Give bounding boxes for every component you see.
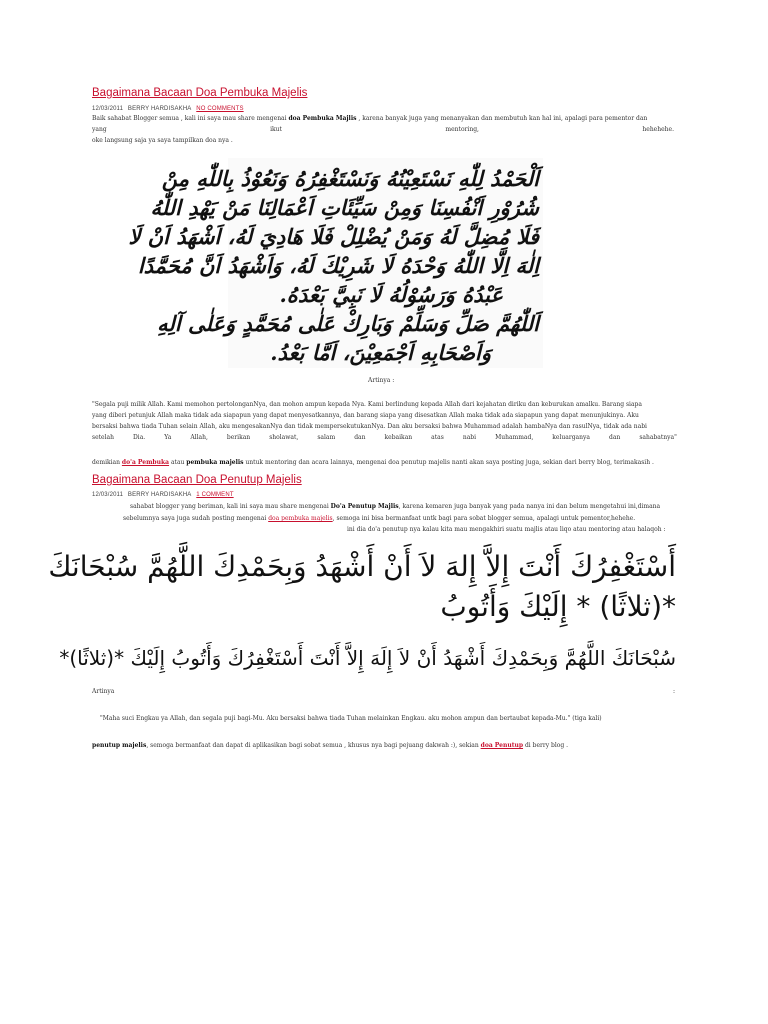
intro2-line-2 <box>123 513 635 524</box>
closing-line <box>92 457 677 468</box>
intro-text: , karena kemaren juga banyak yang pada nanya ini dan belum mengetahui ini,dimana <box>398 503 661 510</box>
post-meta <box>92 492 237 498</box>
closing-text: atau <box>169 459 187 466</box>
meaning-line: "Segala puji milik Allah. Kami memohon pertolonganNya, dan mohon ampun kepada Nya. Kami berlindung kepada Allah dari kejahatan diriku dan keburukan amalku. Barang siapa <box>92 401 642 408</box>
meaning-word: nabi <box>462 434 477 441</box>
doa-pembuka-image <box>128 158 543 368</box>
post-date: 12/03/2011 <box>92 492 124 498</box>
closing-text: untuk mentoring dan acara lainnya, mengenai doa penutup majelis nanti akan saya posting juga, sekian dari berry blog, terimakasih . <box>243 459 654 466</box>
arabic-penutup-line-1: أَسْتَغْفِرُكَ أَنْتَ إِلاَّ إِلهَ لاَ أَنْ أَشْهَدُ وَبِحَمْدِكَ اللَّهُمَّ سُبْحَانَكَ <box>48 550 676 583</box>
arabic-line: شُرُوْرِ اَنْفُسِنَا وَمِنْ سَيِّئَاتِ اَعْمَالِنَا مَنْ يَهْدِ اللّٰهُ <box>150 195 539 220</box>
meaning-word: dan <box>608 434 621 441</box>
intro-text: Baik sahabat Blogger semua , kali ini saya mau share mengenai <box>92 115 289 122</box>
meaning-line: yang diberi petunjuk Allah maka tidak ada siapapun yang dapat menyesatkannya, dan barang siapa yang disesatkan Allah maka tidak ada siapapun yang dapat menunjukinya. Aku <box>92 412 639 419</box>
doa-pembuka-link[interactable]: do'a Pembuka <box>121 459 170 466</box>
meaning-word: kebaikan <box>384 434 413 441</box>
intro-word: mentoring, <box>445 126 479 133</box>
meaning-word: Dia. <box>132 434 146 441</box>
comments-link[interactable]: NO COMMENTS <box>196 106 244 112</box>
meaning-line-last <box>92 432 677 443</box>
meaning-word: berikan <box>226 434 251 441</box>
intro-word: yang <box>92 126 107 133</box>
meaning-word: sahabatnya" <box>639 434 677 441</box>
meaning-word: sholawat, <box>269 434 299 441</box>
comments-link[interactable]: 1 COMMENT <box>196 492 234 498</box>
post-date: 12/03/2011 <box>92 106 124 112</box>
post-author: BERRY HARDISAKHA <box>127 492 192 498</box>
meaning-word: Ya <box>164 434 172 441</box>
intro-line-2 <box>92 124 674 135</box>
artinya-colon: : <box>673 688 676 695</box>
intro-text: sahabat blogger yang beriman, kali ini saya mau share mengenai <box>130 503 331 510</box>
meaning2-line: "Maha suci Engkau ya Allah, dan segala puji bagi-Mu. Aku bersaksi bahwa tiada Tuhan melainkan Engkau. aku mohon ampun dan bertaubat kepada-Mu." (tiga kali) <box>100 715 602 722</box>
artinya-label: Artinya <box>92 688 115 695</box>
intro-bold: doa Pembuka Majlis <box>288 115 357 122</box>
intro-word: ikut <box>270 126 282 133</box>
post-author: BERRY HARDISAKHA <box>127 106 192 112</box>
doa-pembuka-majelis-link[interactable]: doa pembuka majelis <box>268 515 333 522</box>
intro-line-3: oke langsung saja ya saya tampilkan doa nya . <box>92 137 233 144</box>
meaning-word: setelah <box>92 434 114 441</box>
intro-text: , semoga ini bisa bermanfaat untk bagi para sobat blogger semua, apalagi untuk pementor,hehehe. <box>332 515 636 522</box>
intro-line-1 <box>92 113 677 124</box>
arabic-line: عَبْدُهُ وَرَسُوْلُهُ لَا نَبِيَّ بَعْدَهُ. <box>279 282 503 307</box>
post-title-pembuka[interactable]: Bagaimana Bacaan Doa Pembuka Majelis <box>92 87 308 99</box>
intro-text: , karena banyak juga yang menanyakan dan membutuh kan hal ini, apalagi para pementor dan <box>356 115 648 122</box>
intro2-line-1 <box>130 501 660 512</box>
closing2-line <box>92 740 677 751</box>
doa-penutup-link[interactable]: doa Penutup <box>480 742 524 749</box>
closing-bold: penutup majelis <box>92 742 147 749</box>
intro-word: hehehehe. <box>642 126 674 133</box>
meaning-word: Muhammad, <box>495 434 534 441</box>
arabic-line: اِلٰهَ اِلَّا اللّٰهُ وَحْدَهُ لَا شَرِيْكَ لَهُ، وَاَشْهَدُ اَنَّ مُحَمَّدًا <box>137 253 539 278</box>
intro-bold: Do'a Penutup Majlis <box>330 503 399 510</box>
post-title-penutup[interactable]: Bagaimana Bacaan Doa Penutup Majelis <box>92 474 302 486</box>
artinya-label: Artinya : <box>368 377 395 384</box>
arabic-penutup-line-3: سُبْحَانَكَ اللَّهُمَّ وَبِحَمْدِكَ أَشْهَدُ أَنْ لاَ إِلَهَ إِلاَّ أَنْتَ أَسْتَغْفِرُكَ وَأَتُوبُ إِلَيْكَ *(ثلاثًا)* <box>59 646 676 670</box>
arabic-line: فَلَا مُضِلَّ لَهُ وَمَنْ يُضْلِلْ فَلَا هَادِيَ لَهُ، اَشْهَدُ اَنْ لَا <box>128 224 539 249</box>
arabic-line: وَاَصْحَابِهِ اَجْمَعِيْنَ، اَمَّا بَعْدُ. <box>270 340 491 365</box>
intro-text: sebelumnya saya juga sudah posting mengenai <box>123 515 269 522</box>
closing-text: demikian <box>92 459 122 466</box>
meaning-word: atas <box>431 434 444 441</box>
closing-text: , semoga bermanfaat dan dapat di aplikasikan bagi sobat semua , khusus nya bagi pejuang dakwah :), sekian <box>146 742 481 749</box>
arabic-line: اَلْحَمْدُ لِلّٰهِ نَسْتَعِيْنُهُ وَنَسْتَغْفِرُهُ وَنَعُوْذُ بِاللّٰهِ مِنْ <box>161 166 539 191</box>
arabic-penutup-line-2: *(ثلاثًا) * إِلَيْكَ وَأَتُوبُ <box>440 590 676 623</box>
meaning-line: bersaksi bahwa tiada Tuhan selain Allah, aku mengesakanNya dan tidak mempersekutukanNya. Dan aku bersaksi bahwa Muhammad adalah hambaNya dan rasulNya, tidak ada nabi <box>92 423 647 430</box>
intro2-line-3: ini dia do'a penutup nya kalau kita mau mengakhiri suatu majlis atau liqo atau mentoring atau halaqoh : <box>347 526 666 533</box>
meaning-word: keluarganya <box>552 434 590 441</box>
meaning-word: dan <box>354 434 366 441</box>
closing-text: di berry blog . <box>523 742 569 749</box>
meaning-word: salam <box>317 434 336 441</box>
arabic-line: اَللّٰهُمَّ صَلِّ وَسَلِّمْ وَبَارِكْ عَلٰى مُحَمَّدٍ وَعَلٰى آلِهِ <box>157 311 539 336</box>
closing-bold: pembuka majelis <box>186 459 244 466</box>
post-meta <box>92 106 247 112</box>
meaning-word: Allah, <box>190 434 208 441</box>
